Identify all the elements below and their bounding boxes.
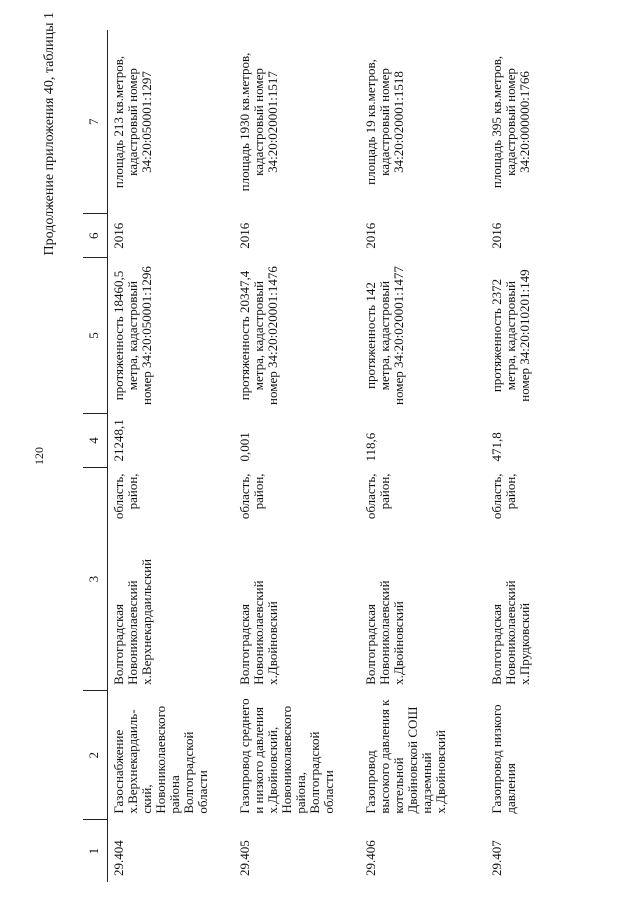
object-name: Газоснабжение х.Верхнекардаиль-ский, Новониколаевского района Волгоградской области xyxy=(111,705,210,814)
header-col-6: 6 xyxy=(83,214,108,258)
scan-dot xyxy=(620,782,623,785)
object-address: Волгоградская область, Новониколаевский район, х.Верхнекардаильский xyxy=(111,473,154,685)
object-area: площадь 1930 кв.метров, кадастровый номер 34:20:020001:1517 xyxy=(237,52,280,192)
object-name: Газопровод среднего и низкого давления х.Двойновский, Новониколаевского района, Волгоградской области xyxy=(237,698,336,814)
object-extent: протяженность 18460,5 метра, кадастровый номер 34:20:050001:1296 xyxy=(111,266,154,405)
object-extent: протяженность 2372 метра, кадастровый номер 34:20:010201:149 xyxy=(489,269,532,402)
header-col-7: 7 xyxy=(83,30,108,214)
table-row xyxy=(360,30,486,882)
object-extent: протяженность 142 метра, кадастровый номер 34:20:020001:1477 xyxy=(363,266,406,405)
object-address: Волгоградская область, Новониколаевский район, х.Прудковский xyxy=(489,473,532,685)
header-col-5: 5 xyxy=(83,258,108,414)
object-value: 471,8 xyxy=(489,432,504,462)
object-year: 2016 xyxy=(111,222,126,249)
object-name: Газопровод низкого давления xyxy=(489,704,518,814)
header-col-3: 3 xyxy=(83,467,108,690)
object-year: 2016 xyxy=(237,222,252,249)
header-col-1: 1 xyxy=(83,820,108,882)
object-address: Волгоградская область, Новониколаевский район, х.Двойновский xyxy=(237,473,280,685)
registry-table xyxy=(83,30,614,882)
table-row xyxy=(108,30,235,882)
object-area: площадь 19 кв.метров, кадастровый номер 34:20:020001:1518 xyxy=(363,59,406,185)
object-area: площадь 395 кв.метров, кадастровый номер 34:20:000000:1766 xyxy=(489,55,532,189)
object-value: 0,001 xyxy=(237,432,252,462)
continuation-title: Продолжение приложения 40, таблицы 1 xyxy=(42,12,57,256)
header-col-4: 4 xyxy=(83,413,108,467)
header-col-2: 2 xyxy=(83,691,108,820)
row-number: 29.404 xyxy=(111,840,126,876)
object-extent: протяженность 20347,4 метра, кадастровый номер 34:20:020001:1476 xyxy=(237,266,280,405)
object-year: 2016 xyxy=(489,222,504,249)
row-number: 29.406 xyxy=(363,840,378,876)
object-area: площадь 213 кв.метров, кадастровый номер 34:20:050001:1297 xyxy=(111,55,154,189)
object-value: 21248,1 xyxy=(111,419,126,462)
object-name: Газопровод высокого давления к котельной Двойновской СОШ надземный х.Двойновский xyxy=(363,699,448,814)
header-row xyxy=(83,30,108,882)
page-number: 120 xyxy=(32,447,46,465)
row-number: 29.407 xyxy=(489,840,504,876)
object-value: 118,6 xyxy=(363,432,378,462)
row-number: 29.405 xyxy=(237,840,252,876)
table-row xyxy=(234,30,360,882)
object-year: 2016 xyxy=(363,222,378,249)
object-address: Волгоградская область, Новониколаевский район, х.Двойновский xyxy=(363,473,406,685)
table-row xyxy=(486,30,614,882)
